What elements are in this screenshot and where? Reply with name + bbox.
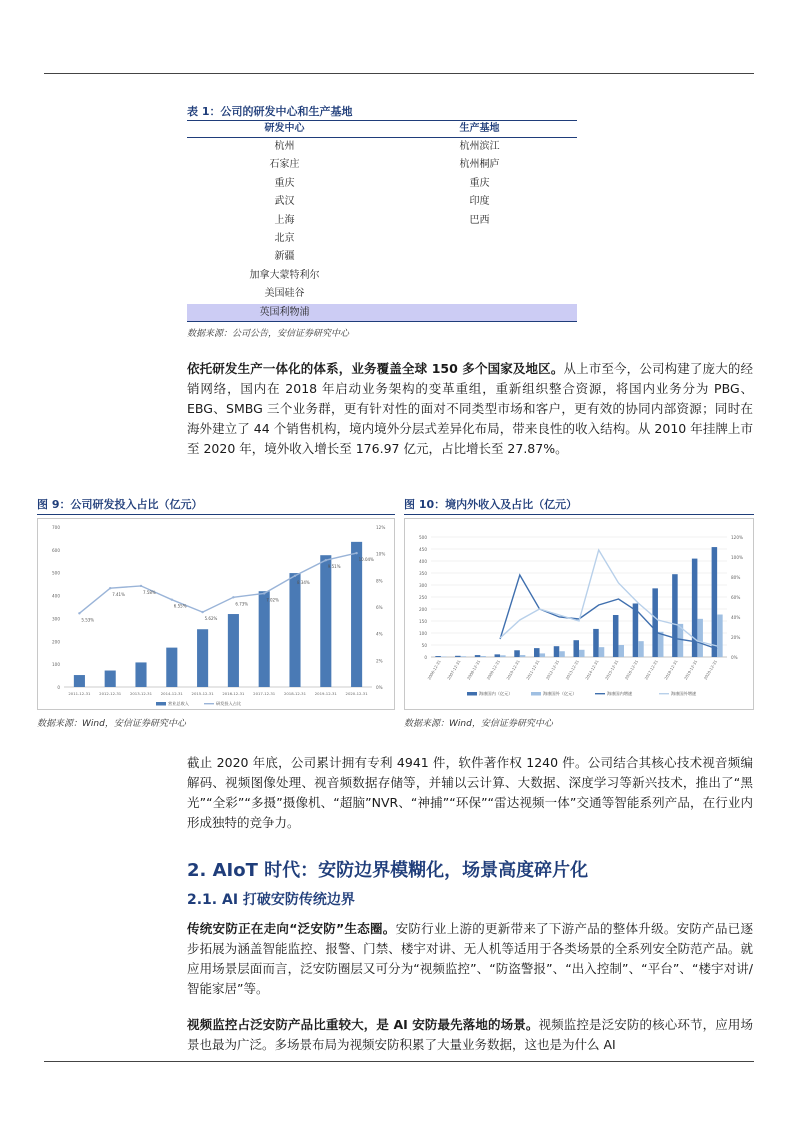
bar <box>480 656 486 657</box>
x-tick: 2011-12-31 <box>68 691 91 696</box>
y-tick-right: 100% <box>731 555 743 560</box>
table-cell: 北京 <box>274 232 295 244</box>
paragraph-global-business <box>187 359 753 459</box>
line-point <box>232 596 234 598</box>
data-label: 7.41% <box>112 592 125 598</box>
table-row <box>187 212 577 230</box>
x-tick: 2013-12-31 <box>129 691 153 696</box>
paragraph-body: 截止 2020 年底，公司累计拥有专利 4941 件，软件著作权 1240 件。公司结合其核心技术视音频编解码、视频图像处理、视音频数据存储等，并辅以云计算、大数据、深度学习等新兴技术，推出了“黑光”“全彩”“多摄”摄像机、“超脑”NVR、“神捕”“环保”“雷达视频一体”交通等智能系列产品，在行业内形成独特的竞争力。 <box>187 755 753 830</box>
y-tick-right: 4% <box>376 631 383 637</box>
fig10-chart-frame <box>404 518 754 710</box>
table-cell: 杭州 <box>274 141 295 152</box>
y-tick-right: 40% <box>731 615 741 620</box>
y-tick-left: 500 <box>419 535 427 540</box>
y-tick-left: 200 <box>52 639 60 645</box>
bar <box>712 547 718 657</box>
y-tick-right: 80% <box>731 575 741 580</box>
bottom-rule <box>44 1061 754 1062</box>
table-cell: 石家庄 <box>269 159 300 171</box>
line-point <box>294 575 296 577</box>
paragraph-body: 从上市至今，公司构建了庞大的经销网络，国内在 2018 年启动业务架构的变革重组，重新组织整合资源，将国内业务分为 PBG、EBG、SMBG 三个业务群，更有针对性的面对不同类型市场和客户，更有效的协同内部资源；同时在海外建立了 44 个销售机构，境内境外分层式差异化布局，带来良性的收入结构。从 2010 年挂牌上市至 2020 年，境外收入增长至 176.97 亿元，占比增长至 27.87%。 <box>187 361 753 456</box>
table-cell: 巴西 <box>469 214 490 226</box>
data-label: 7.02% <box>266 597 279 603</box>
bar <box>717 615 723 657</box>
paragraph-patents <box>187 753 753 833</box>
bar <box>573 640 579 657</box>
table-cell: 杭州桐庐 <box>459 159 500 171</box>
line-point <box>78 612 80 614</box>
fig9-rule <box>37 514 395 515</box>
top-rule <box>44 73 754 74</box>
line-point <box>325 559 327 561</box>
y-tick-right: 12% <box>376 525 386 530</box>
table-cell: 重庆 <box>274 177 295 189</box>
bar <box>697 619 703 657</box>
section-heading-2-1: 2.1. AI 打破安防传统边界 <box>187 892 355 908</box>
y-tick-right: 6% <box>376 605 383 610</box>
y-tick-left: 100 <box>419 631 427 636</box>
bar <box>638 641 644 657</box>
bar <box>554 646 560 657</box>
x-tick: 2018-12-31 <box>663 659 679 681</box>
y-tick-left: 350 <box>419 571 427 576</box>
table-cell: 英国利物浦 <box>259 306 310 318</box>
table-cell: 上海 <box>274 214 295 226</box>
table-cell <box>382 248 577 266</box>
line-point <box>109 587 111 589</box>
table-cell <box>382 285 577 303</box>
y-tick-left: 300 <box>52 616 60 622</box>
bar <box>599 647 605 657</box>
y-tick-right: 0% <box>731 655 738 660</box>
y-tick-left: 100 <box>52 662 60 668</box>
bar <box>593 629 599 657</box>
table-row <box>187 285 577 303</box>
bar <box>658 632 664 657</box>
table-row <box>187 138 577 156</box>
data-label: 6.55% <box>173 603 187 609</box>
x-tick: 2012-12-31 <box>544 659 561 681</box>
fig9-source: 数据来源：Wind，安信证券研究中心 <box>37 719 186 729</box>
bar <box>613 615 619 657</box>
fig9-chart-frame <box>37 518 395 710</box>
fig10-chart <box>405 519 753 709</box>
data-label: 8.34% <box>297 579 310 585</box>
bar <box>652 588 658 657</box>
legend-label: 海康国内（亿元） <box>479 691 513 696</box>
data-label: 5.53% <box>81 617 95 623</box>
x-tick: 2016-12-31 <box>623 659 640 681</box>
y-tick-right: 20% <box>731 635 741 640</box>
table-header <box>187 120 577 138</box>
legend-label: 海康国内增速 <box>607 691 633 696</box>
bar <box>259 591 270 687</box>
bar <box>197 629 208 687</box>
table-row <box>187 267 577 285</box>
paragraph-body: 视频监控是泛安防的核心环节，应用场景也最为广泛。多场景布局为视频安防积累了大量业务数据，这也是为什么 AI <box>187 1017 753 1052</box>
y-tick-left: 450 <box>419 547 427 552</box>
y-tick-left: 150 <box>419 619 427 624</box>
bar <box>495 654 501 657</box>
bar <box>435 656 441 657</box>
table-header-production: 生产基地 <box>459 123 500 134</box>
legend-swatch <box>156 702 166 706</box>
table-cell: 美国硅谷 <box>264 288 305 300</box>
x-tick: 2008-12-31 <box>465 659 482 681</box>
legend-label: 研发投入占比 <box>216 701 242 706</box>
series-line <box>500 575 717 649</box>
x-tick: 2010-12-31 <box>505 659 521 681</box>
x-tick: 2020-12-31 <box>345 691 368 696</box>
table-row <box>187 193 577 211</box>
paragraph-lead: 依托研发生产一体化的体系，业务覆盖全球 150 多个国家及地区。 <box>187 361 564 376</box>
data-label: 7.58% <box>143 589 156 595</box>
bar <box>135 662 146 687</box>
table-source: 数据来源：公司公告，安信证券研究中心 <box>187 328 350 339</box>
legend-label: 海康国外增速 <box>671 691 697 696</box>
legend-swatch <box>467 692 477 696</box>
bar <box>500 655 506 657</box>
y-tick-left: 250 <box>419 595 427 600</box>
table-cell: 武汉 <box>274 196 295 208</box>
line-point <box>140 585 142 587</box>
data-label: 5.62% <box>204 616 218 622</box>
x-tick: 2020-12-31 <box>702 659 718 681</box>
paragraph-lead: 传统安防正在走向“泛安防”生态圈。 <box>187 921 396 936</box>
table-row <box>187 230 577 248</box>
table-cell: 加拿大蒙特利尔 <box>249 269 320 281</box>
line-point <box>171 598 173 600</box>
x-tick: 2016-12-31 <box>222 691 245 696</box>
fig9-caption: 图 9：公司研发投入占比（亿元） <box>37 498 203 511</box>
x-tick: 2013-12-31 <box>564 659 580 681</box>
table-caption: 表 1：公司的研发中心和生产基地 <box>187 105 353 118</box>
x-tick: 2019-12-31 <box>314 691 337 696</box>
bar <box>475 655 481 657</box>
legend-label: 海康国外（亿元） <box>543 691 577 696</box>
y-tick-left: 50 <box>421 643 427 648</box>
bar <box>618 645 624 657</box>
line-point <box>355 552 357 554</box>
bar <box>166 648 177 687</box>
y-tick-left: 300 <box>419 583 427 588</box>
section-heading-2: 2. AIoT 时代：安防边界模糊化，场景高度碎片化 <box>187 860 589 881</box>
fig10-caption: 图 10：境内外收入及占比（亿元） <box>404 498 578 511</box>
bar <box>351 542 362 687</box>
x-tick: 2014-12-31 <box>584 659 600 681</box>
bar <box>105 671 116 687</box>
series-line <box>79 553 356 613</box>
bar <box>559 651 565 657</box>
table-cell: 印度 <box>469 196 490 208</box>
fig10-rule <box>404 514 754 515</box>
x-tick: 2007-12-31 <box>446 659 462 681</box>
x-tick: 2017-12-31 <box>643 659 659 681</box>
table-row <box>187 175 577 193</box>
table-row <box>187 248 577 266</box>
table-cell <box>382 267 577 285</box>
bar <box>228 614 239 687</box>
x-tick: 2009-12-31 <box>485 659 501 681</box>
bar <box>461 656 467 657</box>
bar <box>320 555 331 687</box>
table-row <box>187 156 577 174</box>
bar <box>514 650 520 657</box>
x-tick: 2012-12-31 <box>99 691 122 696</box>
table-cell: 杭州滨江 <box>459 141 500 152</box>
x-tick: 2011-12-31 <box>525 659 541 681</box>
paragraph-video-surveillance <box>187 1015 753 1055</box>
data-label: 6.73% <box>235 601 249 607</box>
bar <box>534 648 540 657</box>
y-tick-left: 400 <box>52 593 60 599</box>
paragraph-lead: 视频监控占泛安防产品比重较大，是 AI 安防最先落地的场景。 <box>187 1017 539 1032</box>
y-tick-right: 2% <box>376 658 383 664</box>
y-tick-left: 400 <box>419 559 427 564</box>
y-tick-right: 0% <box>376 685 383 690</box>
fig10-source: 数据来源：Wind，安信证券研究中心 <box>404 719 553 729</box>
bar <box>672 574 678 657</box>
x-tick: 2015-12-31 <box>603 659 620 681</box>
line-point <box>263 592 265 594</box>
x-tick: 2019-12-31 <box>682 659 699 681</box>
y-tick-left: 700 <box>52 525 60 530</box>
table-cell <box>382 304 577 321</box>
bar <box>579 650 585 657</box>
y-tick-left: 500 <box>52 570 60 576</box>
paragraph-pan-security <box>187 919 753 999</box>
y-tick-right: 120% <box>731 535 743 540</box>
table-cell <box>382 230 577 248</box>
y-tick-left: 200 <box>419 607 427 612</box>
paragraph-body: 安防行业上游的更新带来了下游产品的整体升级。安防产品已逐步拓展为涵盖智能监控、报警、门禁、楼宇对讲、无人机等适用于各类场景的全系列安全防范产品。就应用场景层面而言，泛安防圈层又可分为“视频监控”、“防盗警报”、“出入控制”、“平台”、“楼宇对讲/智能家居”等。 <box>187 921 753 996</box>
bar <box>455 656 461 657</box>
bar <box>289 573 300 687</box>
bar <box>540 653 546 657</box>
table-cell: 重庆 <box>469 177 490 189</box>
x-tick: 2014-12-31 <box>160 691 183 696</box>
legend-label: 营业总收入 <box>168 701 189 706</box>
x-tick: 2006-12-31 <box>426 659 442 681</box>
fig9-chart <box>38 519 394 709</box>
y-tick-right: 10% <box>376 551 386 557</box>
data-label: 9.51% <box>327 564 341 570</box>
legend-swatch <box>531 692 541 696</box>
x-tick: 2018-12-31 <box>283 691 307 696</box>
y-tick-left: 600 <box>52 547 60 553</box>
line-point <box>201 611 203 613</box>
y-tick-left: 0 <box>57 685 60 690</box>
data-label: 10.04% <box>358 557 374 563</box>
y-tick-left: 0 <box>424 655 427 660</box>
table-header-rd: 研发中心 <box>264 123 305 134</box>
bar <box>520 655 526 657</box>
x-tick: 2015-12-31 <box>191 691 214 696</box>
table-cell: 新疆 <box>274 251 295 263</box>
x-tick: 2017-12-31 <box>253 691 276 696</box>
y-tick-right: 8% <box>376 578 383 584</box>
table-row <box>187 304 577 322</box>
y-tick-right: 60% <box>731 595 741 600</box>
bar <box>74 675 85 687</box>
rd-production-table <box>187 104 577 339</box>
